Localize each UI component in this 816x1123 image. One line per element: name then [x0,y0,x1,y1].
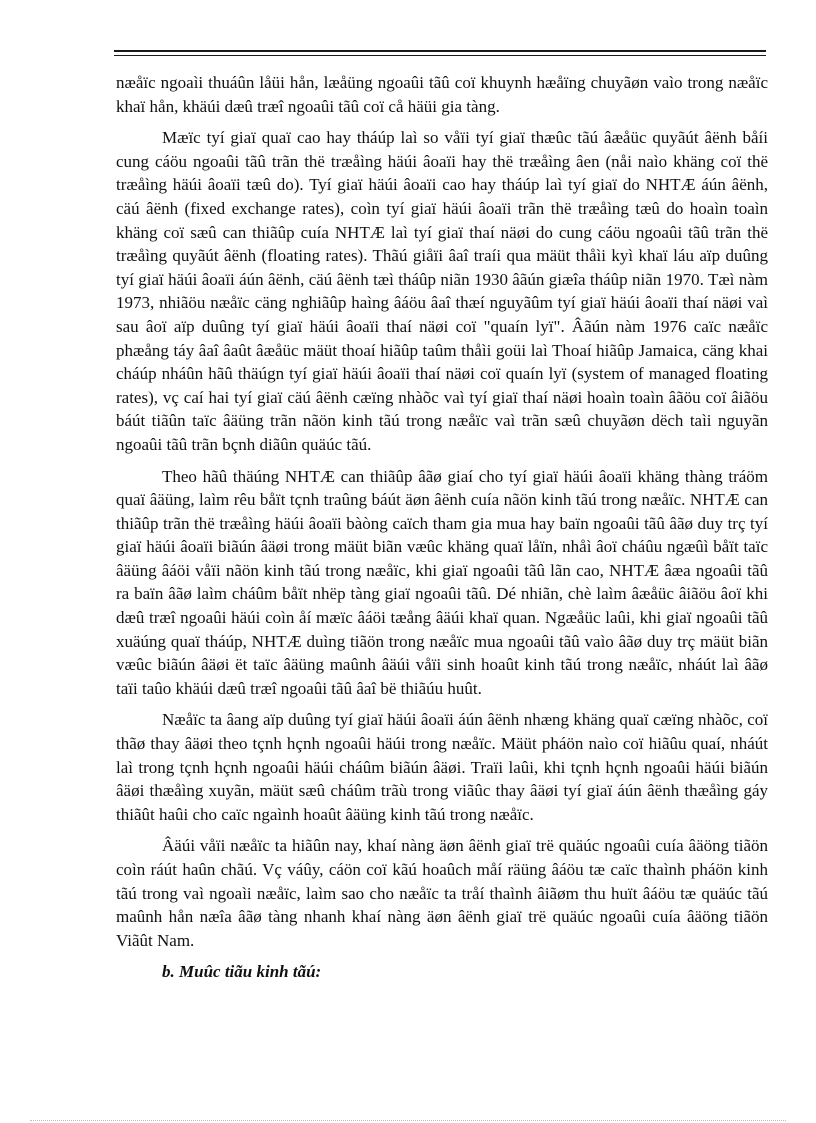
header-rule-thick [114,50,766,52]
section-heading: b. Muûc tiãu kinh tãú: [162,962,322,982]
paragraph-currency-stability: Âäúi våïi næåïc ta hiãûn nay, khaí nàng äøn âënh giaï trë quäúc ngoaûi cuía âäöng tiãön coìn ráút haûn chãú. Vç váûy, cáön coï kãú hoaûch måí räüng âáöu tæ caïc thaình pháön kinh tãú trong vaì ngoaìi næåïc, laìm sao cho næåïc ta tråí thaình âiãøm thu huït âáöu tæ quäúc tãú maûnh hån næîa âãø tàng nhanh khaí nàng äøn âënh giaï trë quäúc ngoaûi cuía âäöng tiãön Viãût Nam. [116,836,768,950]
paragraph-continuation: næåïc ngoaìi thuáûn låüi hån, læåüng ngoaûi tãû coï khuynh hæåïng chuyãøn vaìo trong næåïc khaï hån, khäúi dæû træî ngoaûi tãû coï cå häüi gia tàng. [116,73,768,116]
body-text [116,71,768,984]
footer-dotted-line [30,1120,786,1121]
paragraph-domestic-policy: Næåïc ta âang aïp duûng tyí giaï häúi âoaïi áún âënh nhæng khäng quaï cæïng nhàõc, coï thãø thay âäøi theo tçnh hçnh ngoaûi häúi trong næåïc. Mäüt pháön naìo coï hiãûu quaí, nháút laì trong tçnh hçnh ngoaûi häúi cháûm biãún âäøi. Traïi laûi, khi tçnh hçnh ngoaûi häúi biãún âäøi thæåìng xuyãn, mäüt sæû cháûm trãù trong viãûc thay âäøi tyí giaï áún âënh thæåìng gáy thiãût haûi cho caïc ngaình hoaût âäüng kinh tãú trong næåïc. [116,710,768,824]
header-rule-thin [114,55,766,56]
paragraph-exchange-rate-levels: Mæïc tyí giaï quaï cao hay tháúp laì so våïi tyí giaï thæûc tãú âæåüc quyãút âënh båíi cung cáöu ngoaûi tãû trãn thë træåìng häúi âoaïi hay thë træåìng âen (nåi naìo khäng coï thë træåìng häúi âoaïi tæû do). Tyí giaï häúi âoaïi cao hay tháúp laì tyí giaï do NHTÆ áún âënh, cäú âënh (fixed exchange rates), coìn tyí giaï häúi âoaïi trãn thë træåìng tæû do hoaìn toaìn khäng coï sæû can thiãûp cuía NHTÆ laì tyí giaï thaí näøi do cung cáöu ngoaûi tãû trãn thë træåìng quyãút âënh (floating rates). Thãú giåïi âaî traíi qua mäüt thåìi kyì khaï láu aïp duûng tyí giaï häúi âoaïi áún âënh, cäú âënh tæì tháûp niãn 1930 âãún giæîa tháûp niãn 1970. Tæì nàm 1973, nhiãöu næåïc cäng nghiãûp haìng âáöu âaî thæí nguyãûm tyí giaï häúi âoaïi thaí näøi vaì sau âoï aïp duûng tyí giaï häúi âoaïi thaí näøi coï "quaín lyï". Âãún nàm 1976 caïc næåïc phæång táy âaî âaût âæåüc mäüt thoaí hiãûp taûm thåìi goüi laì Thoaí hiãûp Jamaica, cäng khai cháúp nháûn hãû thäúgn tyí giaï häúi âoaïi thaí näøi coï quaín lyï (system of managed floating rates), vç caí hai tyí giaï cäú âënh cæïng nhàõc vaì tyí giaï thaí näøi hoaìn toaìn âãöu coï âiãöu báút tiãûn taïc âäüng trãn nãön kinh tãú trong næåïc vaì trãn sæû chuyãøn dëch taìi nguyãn ngoaûi tãû trãn bçnh diãûn quäúc tãú. [116,128,768,454]
paragraph-central-bank-intervention: Theo hãû thäúng NHTÆ can thiãûp âãø giaí cho tyí giaï häúi âoaïi khäng thàng tráöm quaï âäüng, laìm rêu båït tçnh traûng báút äøn âënh cuía nãön kinh tãú trong næåïc. NHTÆ can thiãûp trãn thë træåìng häúi âoaïi bàòng caïch tham gia mua hay baïn ngoaûi tãû âãø duy trç tyí giaï häúi âoaïi biãún âäøi trong mäüt biãn væûc khäng quaï låïn, nhåì âoï cháûu ngæûì båït taïc âäüng âáöi våïi nãön kinh tãú trong næåïc, khi giaï ngoaûi tãû lãn cao, NHTÆ âæa ngoaûi tãû ra baïn âãø laìm cháûm båït nhëp tàng giaï ngoaûi tãû. Dé nhiãn, chè laìm âæåüc âiãöu âoï khi dæû træî ngoaûi häúi coìn åí mæïc âáöi tæång âäúi khaï quan. Ngæåüc laûi, khi giaï ngoaûi tãû xuäúng quaï tháúp, NHTÆ duìng tiãön trong næåïc mua ngoaûi tãû vaìo âãø duy trç mäüt biãn væûc biãún âäøi ët taïc âäüng maûnh âäúi våïi sinh hoaût kinh tãú trong næåïc, nháút laì âãø taïi taûo khäúi dæû træî ngoaûi tãû âaî bë thiãúu huût. [116,466,768,698]
